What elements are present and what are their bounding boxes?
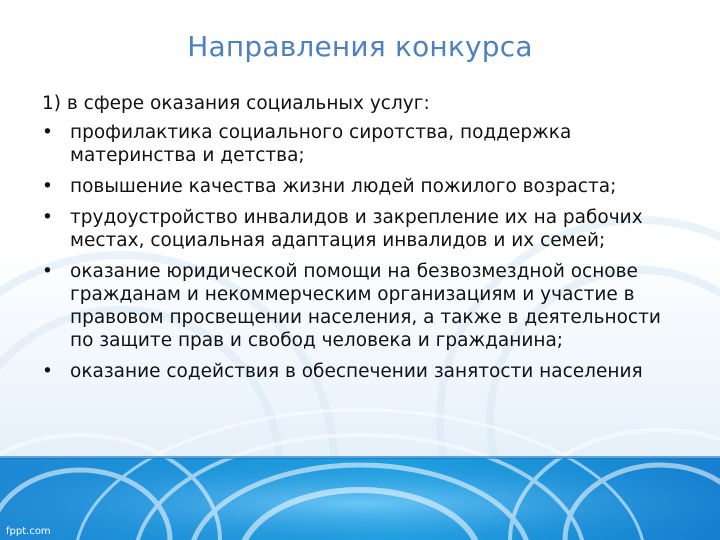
bullet-text: повышение качества жизни людей пожилого возраста; (70, 176, 617, 197)
intro-line: 1) в сфере оказания социальных услуг: (42, 93, 430, 114)
bullet-item (42, 121, 682, 167)
bullet-marker: • (42, 361, 53, 382)
bullet-marker: • (42, 122, 53, 143)
bullet-item (42, 260, 682, 352)
bullet-list (42, 121, 682, 383)
bullet-text: оказание юридической помощи на безвозмездной основе гражданам и некоммерческим организациям и участие в правовом просвещении населения, а также в деятельности по защите прав и свобод человека и гражданина; (70, 261, 661, 351)
bullet-item (42, 360, 682, 383)
bullet-text: профилактика социального сиротства, поддержка материнства и детства; (70, 122, 572, 166)
bullet-marker: • (42, 261, 53, 282)
bullet-item (42, 206, 682, 252)
bullet-text: трудоустройство инвалидов и закрепление их на рабочих местах, социальная адаптация инвалидов и их семей; (70, 207, 643, 251)
bullet-text: оказание содействия в обеспечении занятости населения (70, 361, 643, 382)
slide-title: Направления конкурса (187, 30, 533, 63)
watermark: fppt.com (6, 526, 51, 537)
bullet-marker: • (42, 176, 53, 197)
slide-content (42, 92, 682, 391)
bullet-marker: • (42, 207, 53, 228)
bullet-item (42, 175, 682, 198)
